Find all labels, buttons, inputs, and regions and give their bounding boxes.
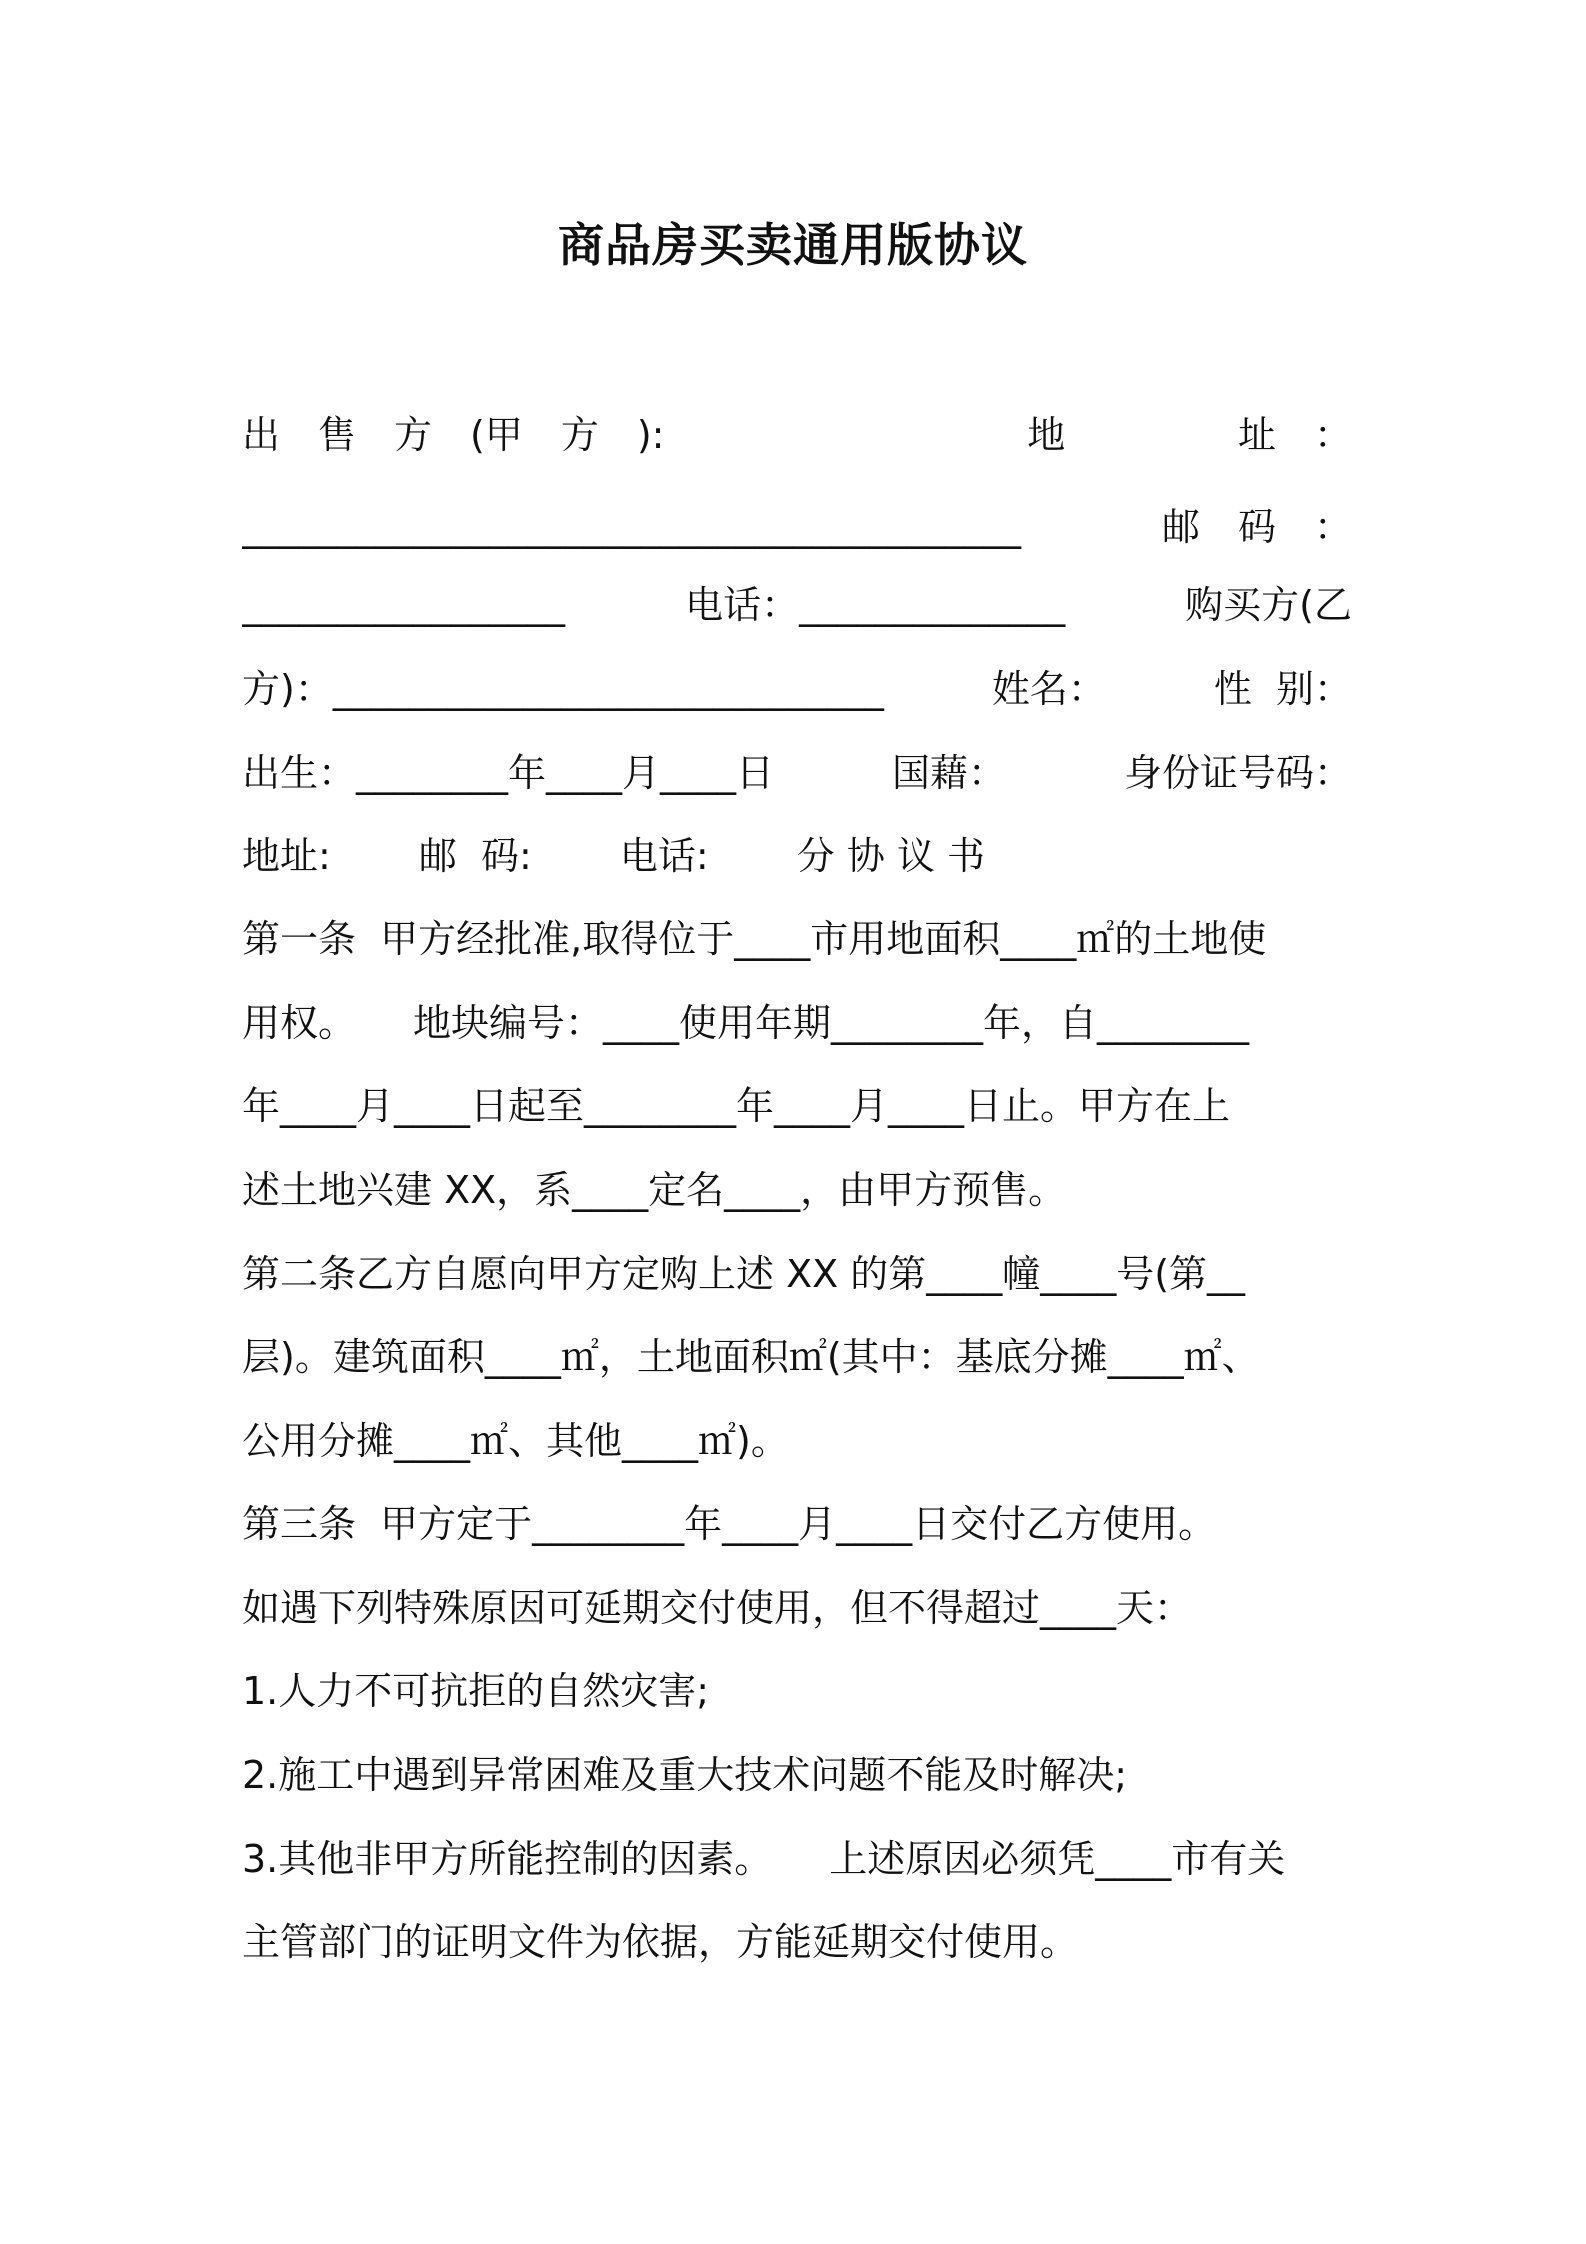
clause-item-2: 2.施工中遇到异常困难及重大技术问题不能及时解决;: [242, 1753, 1128, 1797]
article-3-closing: 主管部门的证明文件为依据，方能延期交付使用。: [242, 1920, 1079, 1964]
address-blank-line: [242, 497, 1352, 557]
id-number-label: 身份证号码：: [1123, 751, 1352, 795]
birth-line: [242, 743, 1352, 803]
article-2-line-3: 公用分摊____㎡、其他____㎡)。: [242, 1419, 789, 1463]
article-1-line-2: 用权。 地块编号：____使用年期________年，自________: [242, 1001, 1250, 1045]
name-label: 姓名：: [991, 667, 1106, 711]
clause-item-1: 1.人力不可抗拒的自然灾害;: [242, 1669, 710, 1713]
buyer-label: 购买方(乙: [1185, 583, 1352, 627]
phone-label: 电话：______________: [685, 583, 1066, 627]
phone-buyer-line: [242, 575, 1352, 635]
article-2-line-2: 层)。建筑面积____㎡，土地面积㎡(其中：基底分摊____㎡、: [242, 1335, 1260, 1379]
article-3-line-1: 第三条 甲方定于________年____月____日交付乙方使用。: [242, 1502, 1217, 1546]
seller-line: [242, 405, 1352, 465]
article-1-line-3: 年____月____日起至________年____月____日止。甲方在上: [242, 1084, 1231, 1128]
address-blank: _________________________________________: [242, 505, 1021, 549]
gender-label: 性 别：: [1213, 667, 1352, 711]
seller-label: 出 售 方 (甲 方 ):: [242, 413, 665, 457]
postcode-label: 邮 码 ：: [1161, 505, 1352, 549]
buyer-blank: 方)：_____________________________: [242, 667, 884, 711]
birth-date: 出生：________年____月____日: [242, 751, 775, 795]
article-3-line-2: 如遇下列特殊原因可延期交付使用，但不得超过____天：: [242, 1586, 1193, 1630]
address-label-part1: 地: [1027, 413, 1066, 457]
document-title: 商品房买卖通用版协议: [558, 218, 1028, 272]
article-1-line-4: 述土地兴建 XX，系____定名____，由甲方预售。: [242, 1168, 1067, 1212]
postcode-blank: _________________: [242, 583, 565, 627]
contact-line: 地址: 邮 码: 电话: 分 协 议 书: [242, 834, 986, 878]
nationality-label: 国藉：: [891, 751, 1006, 795]
address-label-part2: 址 ：: [1237, 413, 1352, 457]
clause-item-3: 3.其他非甲方所能控制的因素。 上述原因必须凭____市有关: [242, 1837, 1286, 1881]
article-2-line-1: 第二条乙方自愿向甲方定购上述 XX 的第____幢____号(第__: [242, 1252, 1246, 1296]
buyer-name-line: [242, 659, 1352, 719]
article-1-line-1: 第一条 甲方经批准,取得位于____市用地面积____㎡的土地使: [242, 917, 1267, 961]
